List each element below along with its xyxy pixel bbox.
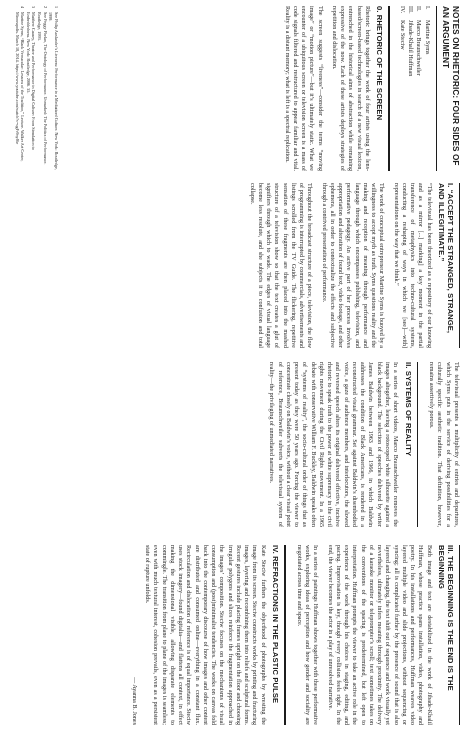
paragraph: In a series of short videos, Marco Braunschweiler removes the images altogether, leaving a rotoscoped white silhouette against a black background. The selection of speeches delivered by writer James Baldwin between 1963 and 1966, in which Baldwin addresses the condition of Black Americans, is rendered in a reconstructed visual grammar. Set against Baldwin’s disembodied voice, a gaze of audience members, and interlocutors, the slowed and reversed speech alters its original delivered effective, incisive rhetoric to speak truth to the power at white supremacy in the civil rights movement during the Civil Rights movement. In a 1965 debate with conservative William F. Buckley, Baldwin speaks often of “systems of reality”, the socio-cultural order of things that as present today as they were 50 years ago. Forcing the viewer to concentrate closely on Baldwin’s voice, without a clear visual point of reference, Braunschweiler subverts the televisual system of reality—the privileging of unmediated narratives. — [268, 362, 399, 527]
section-heading: 0. RHETORIC OF THE SCREEN — [375, 6, 385, 121]
column-3 — [10, 362, 460, 527]
footnotes — [14, 6, 59, 171]
section-rule — [417, 362, 418, 527]
paragraph: The televisual presents a multiplicity of entries and departures, which Syms puts in the service of deriving possibilities for a culturally specific aesthetic tradition. That definition, however, remains assertively porous. — [428, 362, 459, 527]
author-signature: — Ayanna B. Jones — [130, 677, 137, 725]
outline-item: II. Marco Braunschweiler — [415, 6, 422, 76]
outline-list — [398, 6, 431, 171]
section-rule — [284, 545, 285, 725]
column-2 — [10, 183, 460, 348]
paragraph: The screen suggests “liveness”—consider the terms “moving image” or “motion picture”—but it’s ultimately static. What we encounter of a ubiquitous screen or television screen is a mass of code signals filtered and restructured to appear familiar and vital. Reality is a distant memory; what is left is a spectral replication. — [283, 6, 323, 171]
paragraph: Throughout the broadcast structure of a piece, television, the flow of programming is interrupted by commercials, advertisements and listings scrolled from the TV Guide. The flickering, repetitive sensation of these fragments are then placed into the mashed structure of a television show so that the text creates a glut of signifiers through which to wade. The edges of visual language become less resolute, and she subjects it to confusion and total collapse. — [248, 183, 313, 348]
page-title: NOTES ON RHETORIC: FOUR SIDES OF AN ARGUMENT — [441, 6, 460, 166]
quote-paragraph: “The televisual has been theorized as a repository of our knowing and as a mirror [...] marking] a key moment in the partial transference of metaphysics into techno-cultural systems, conducting a reshaping of ways in which we [see]—with] representations on the way that we think.” — [392, 183, 432, 348]
outline-item: IV. Kate Steciw — [398, 6, 405, 50]
outline-item: III. Jibade-Khalil Huffman — [407, 6, 414, 77]
outline-item: I. Martine Syms — [423, 6, 430, 55]
title-rule — [436, 6, 437, 171]
column-4 — [10, 545, 460, 725]
paragraph: Kate Steciw furthers the objecthood of photographs by wresting the image from its screen. Steciw constructs works by printing and fracturing images, layering and recombining them into reliefs and sculptural forms. Recent gestures include placing frames upright on the floor and choosing irregular polygons and slices reinforce the fragmentation approached in the images’ composition. Steciw focuses on the mechanisms of visual consumption and (post)minimalist tendencies. The works on canvas fold back into the contemporary discourse of how images and other content are distributed and consumed online—everything in a constant flux. Recirculation and dislocation of reference is of equal importance. Steciw uses stock imagery—found digitalia—and flattens all context, in effect making the dimensional visible, allowing disparate elements to commingle. The transition from plane to plane of the images is seamless; even with much textural interest, cohesion prevails, even as a persistent state of rupture unfolds. — [144, 545, 266, 725]
footnote: 4 Martine Syms, “Black Vernacular: Lessons of the Tradition,” Lecture. Walker Art Center, Minneapolis. March 18, 2014. https://www.youtube.com/watch?v=ugFr9nyJ6e — [14, 6, 26, 162]
section-rule — [388, 6, 389, 171]
footnote: 1 See Philip Auslander’s Liveness: Performance in a Mediatized Culture. New York: Routledge, 1999. — [48, 6, 59, 170]
section-rule — [459, 545, 460, 725]
section-heading: II. SYSTEMS OF REALITY — [403, 362, 413, 457]
paragraph: Both image and text are destabilized in the work of Jibade-Khalil Huffman, whose practice spans installation, video, photography and poetry. In his installations and performances, Huffman weaves video layered multiple video and slide projections, without sequencing or syncing; all is complicated further by the presence of sound that is also layered and changing, the text shift out of sequence and work visually yet nevertheless, ultimately infers meaning through proximity. The delivery of a karaoke monitor or teleprompter’s scroll; text sometimes takes on the conventions of the spacing is predetermined, but left open to interpretation. Huffman prompts the viewer to take an active role in the experience of the work through his choices in staging, editing, and pacing. Improvisation is key, though every collision feels right. In the end, the viewer becomes the actor in a play of unresolved narrative. — [326, 545, 432, 725]
section-heading: III. THE BEGINNING IS THE END IS THE BEGINNING — [437, 545, 455, 691]
column-1 — [10, 6, 460, 171]
section-rule — [459, 183, 460, 348]
footnote: 2 See Peggy Phelan, The Ontology of Performance. Unmarked: The Politics of Performance. Routledge, 1993. — [36, 6, 48, 165]
paragraph: Rhetoric brings together the work of four artists using the lens-based/screen-based technologies in search of a new visual lexicon, entrenched in the historical aims of abstraction while remaining expressive of the now. Each of these artists deploys strategies of repetition and dislocation. — [330, 6, 370, 171]
paragraph: In a series of paintings Huffman shows together with these performative works, exploring ideas of perception and how gender and sociality are negotiated across time and space. — [295, 545, 319, 725]
section-heading: I. “ACCEPT THE STRANGED, STRANGE, AND ILLEGITIMATE.” — [437, 183, 455, 334]
paragraph: The work of conceptual entrepreneur Martine Syms is buoyed by a willingness to accept myth as truth. Syms questions reality and the making and reception of meaning through performance and language through which encompasses publishing, television, and performative pedagogy. An active part of her process involves appropriation and alteration of found text, video footage, and other ephemera, all in order to contextualize the effects and subjective through a contrived presentation of performance. — [320, 183, 385, 348]
footnote: 3 Matthew Causey, Theatre and Performance in Digital Culture: From Simulation to Embeddedness. New York: Routledge, 2006. 35. — [25, 6, 37, 150]
section-heading: IV. REFRACTIONS IN THE PLASTIC PULSE — [271, 545, 281, 704]
